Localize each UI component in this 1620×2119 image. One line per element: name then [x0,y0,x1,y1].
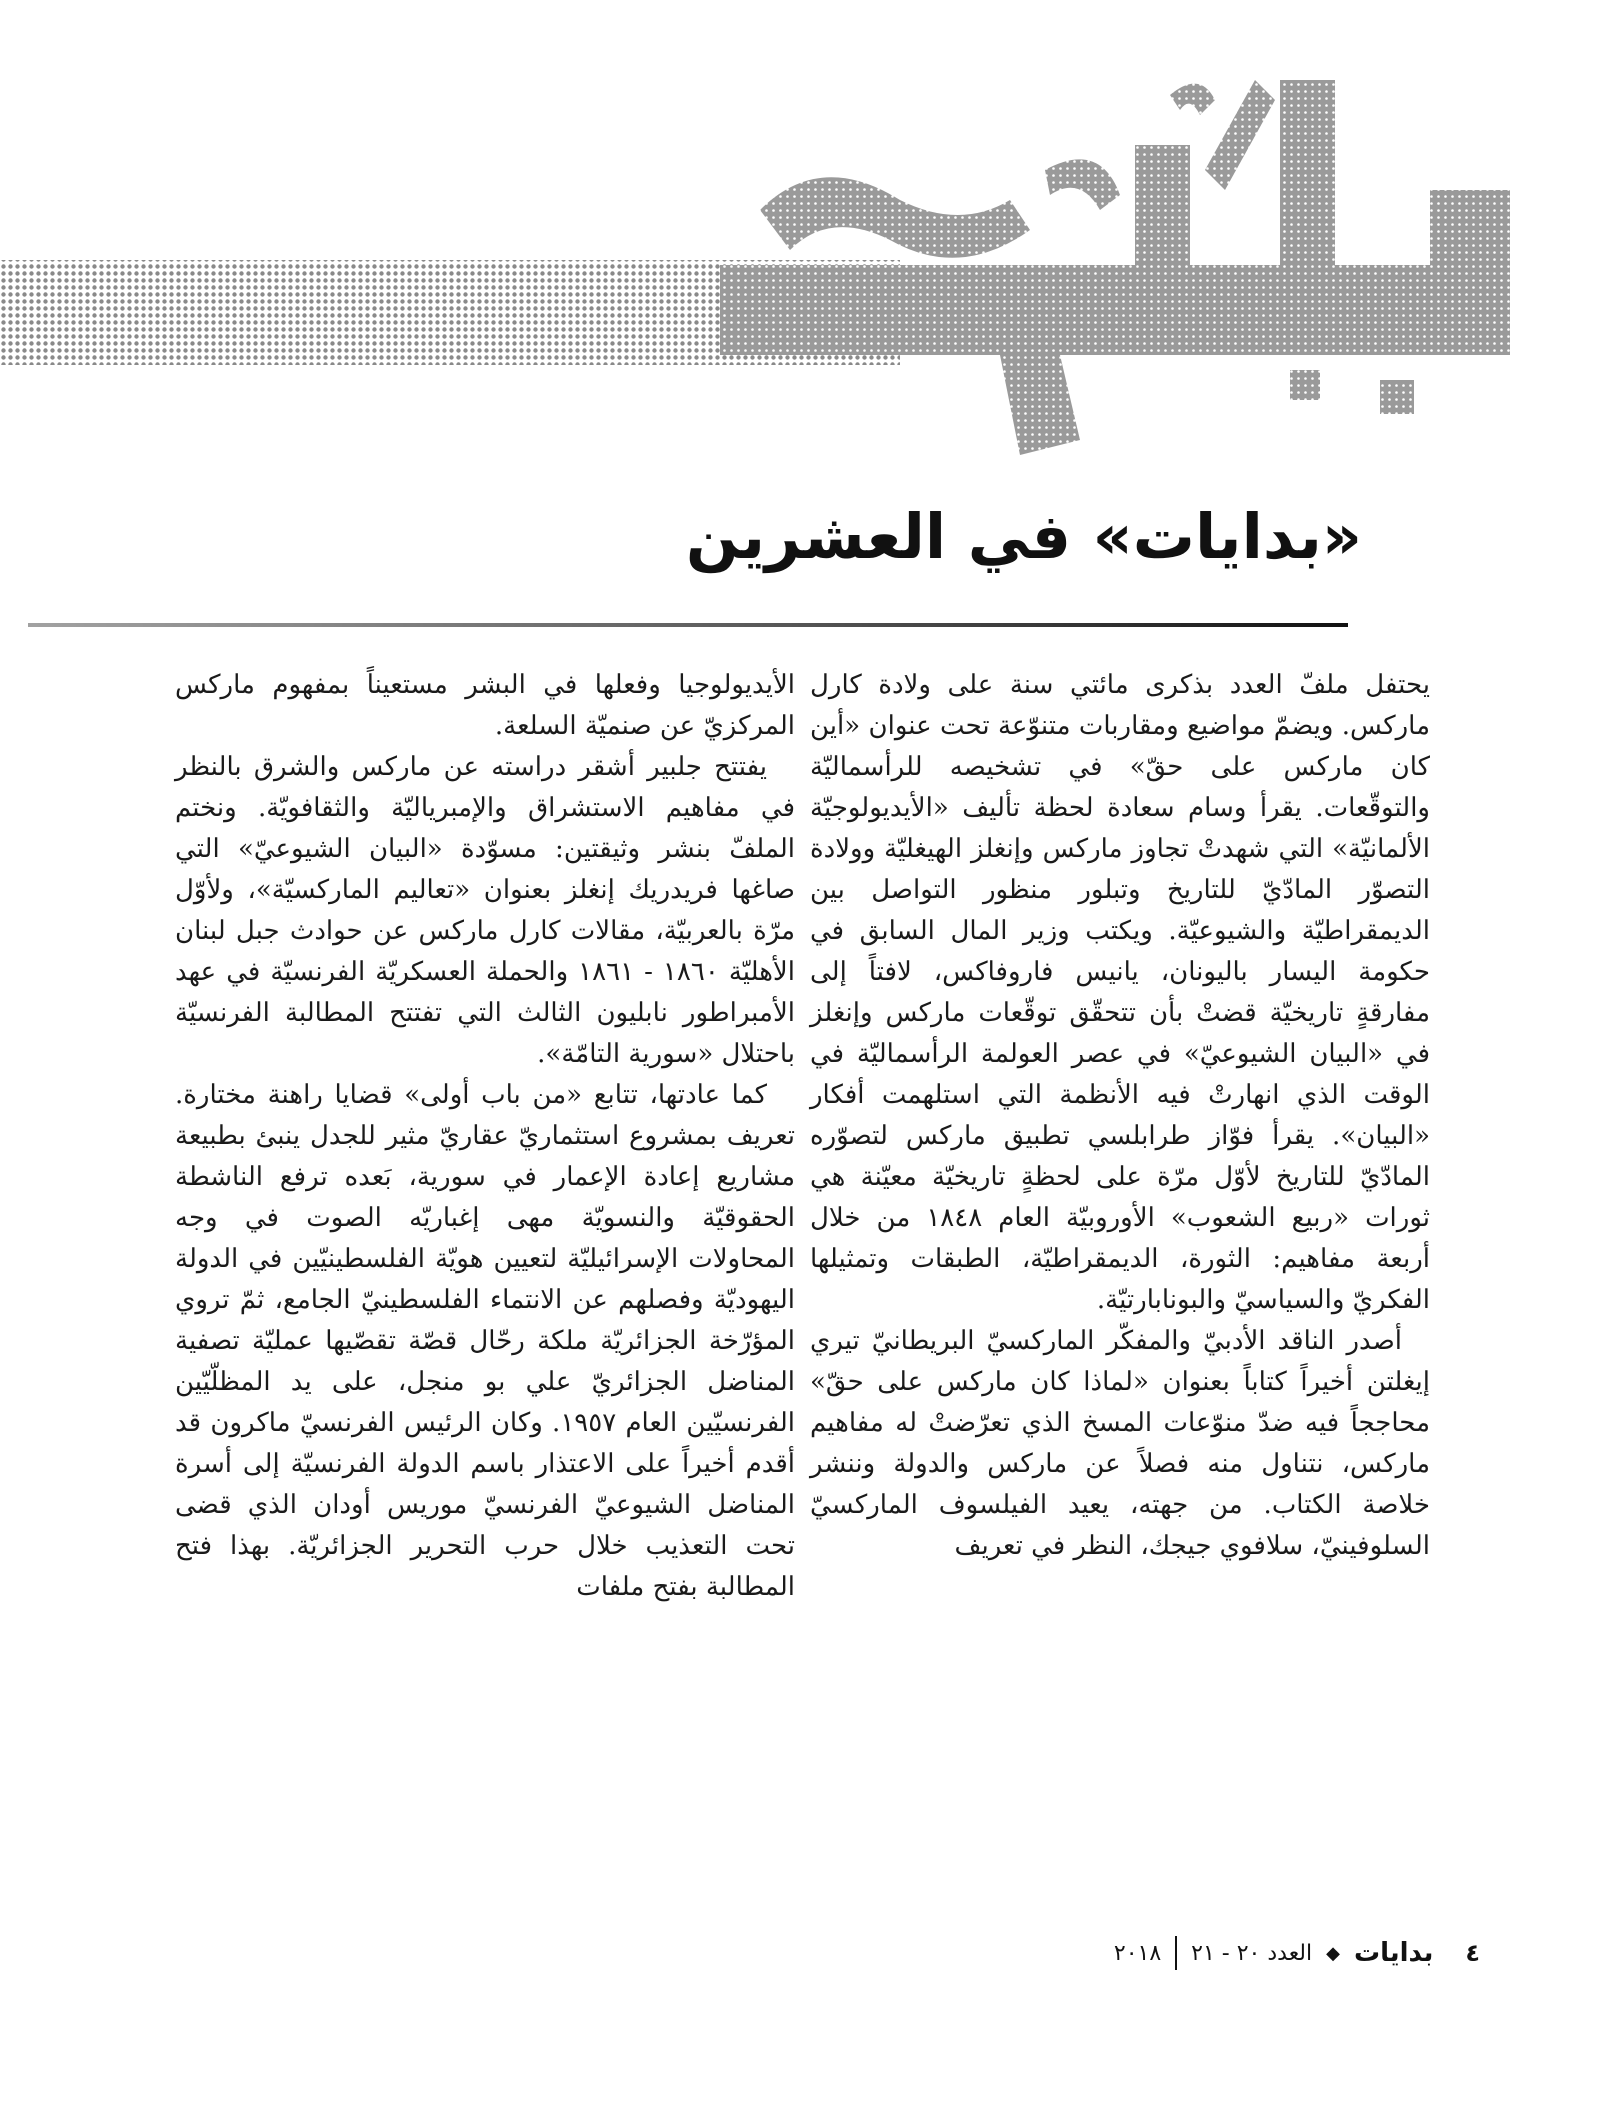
paragraph: أصدر الناقد الأدبيّ والمفكّر الماركسيّ البريطانيّ تيري إيغلتن أخيراً كتاباً بعنوان «لماذا كان ماركس على حقّ» محاججاً فيه ضدّ منوّعات المسخ الذي تعرّضتْ له مفاهيم ماركس، نتناول منه فصلاً عن ماركس والدولة وننشر خلاصة الكتاب. من جهته، يعيد الفيلسوف الماركسيّ السلوفينيّ، سلافوي جيجك، النظر في تعريف [810,1326,1430,1561]
article-column-left [175,665,795,1625]
title-divider [28,622,1348,628]
page-title: «بدايات» في العشرين [685,500,1362,573]
diamond-icon: ◆ [1326,1942,1340,1964]
page-footer [1114,1933,1480,1973]
masthead-logo-art [0,60,1620,460]
page-number: ٤ [1465,1939,1480,1967]
paragraph: يحتفل ملفّ العدد بذكرى مائتي سنة على ولادة كارل ماركس. ويضمّ مواضيع ومقاربات متنوّعة تحت عنوان «أين كان ماركس على حقّ» في تشخيصه للرأسماليّة والتوقّعات. يقرأ وسام سعادة لحظة تأليف «الأيديولوجيّة الألمانيّة» التي شهدتْ تجاوز ماركس وإنغلز الهيغليّة وولادة التصوّر المادّيّ للتاريخ وتبلور منظور التواصل بين الديمقراطيّة والشيوعيّة. ويكتب وزير المال السابق في حكومة اليسار باليونان، يانيس فاروفاكس، لافتاً إلى مفارقةٍ تاريخيّة قضتْ بأن تتحقّق توقّعات ماركس وإنغلز في «البيان الشيوعيّ» في عصر العولمة الرأسماليّة في الوقت الذي انهارتْ فيه الأنظمة التي استلهمت أفكار «البيان». يقرأ فوّاز طرابلسي تطبيق ماركس لتصوّره المادّيّ للتاريخ لأوّل مرّة على لحظةٍ تاريخيّة معيّنة هي ثورات «ربيع الشعوب» الأوروبيّة العام ١٨٤٨ من خلال أربعة مفاهيم: الثورة، الديمقراطيّة، الطبقات وتمثيلها الفكريّ والسياسيّ والبونابارتيّة. [810,670,1430,1315]
paragraph: يفتتح جلبير أشقر دراسته عن ماركس والشرق بالنظر في مفاهيم الاستشراق والإمبرياليّة والثقافويّة. ونختم الملفّ بنشر وثيقتين: مسوّدة «البيان الشيوعيّ» التي صاغها فريدريك إنغلز بعنوان «تعاليم الماركسيّة»، ولأوّل مرّة بالعربيّة، مقالات كارل ماركس عن حوادث جبل لبنان الأهليّة ١٨٦٠ - ١٨٦١ والحملة العسكريّة الفرنسيّة في عهد الأمبراطور نابليون الثالث التي تفتتح المطالبة الفرنسيّة باحتلال «سورية التامّة». [175,752,795,1069]
masthead-logo [0,60,1620,460]
issue-label: العدد ٢٠ - ٢١ [1191,1940,1313,1966]
paragraph: كما عادتها، تتابع «من باب أولى» قضايا راهنة مختارة. تعريف بمشروع استثماريّ عقاريّ مثير للجدل ينبئ بطبيعة مشاريع إعادة الإعمار في سورية، بَعده ترفع الناشطة الحقوقيّة والنسويّة مهى إغباريّه الصوت في وجه المحاولات الإسرائيليّة لتعيين هويّة الفلسطينيّين في الدولة اليهوديّة وفصلهم عن الانتماء الفلسطينيّ الجامع، ثمّ تروي المؤرّخة الجزائريّة ملكة رحّال قصّة تقصّيها عمليّة تصفية المناضل الجزائريّ علي بو منجل، على يد المظلّيّين الفرنسيّين العام ١٩٥٧. وكان الرئيس الفرنسيّ ماكرون قد أقدم أخيراً على الاعتذار باسم الدولة الفرنسيّة إلى أسرة المناضل الشيوعيّ الفرنسيّ موريس أودان الذي قضى تحت التعذيب خلال حرب التحرير الجزائريّة. بهذا فتح المطالبة بفتح ملفات [175,1080,795,1602]
article-column-right [810,665,1430,1625]
magazine-name: بدايات [1353,1938,1434,1968]
paragraph: الأيديولوجيا وفعلها في البشر مستعيناً بمفهوم ماركس المركزيّ عن صنميّة السلعة. [175,670,795,741]
footer-divider [1175,1936,1177,1970]
issue-year: ٢٠١٨ [1113,1940,1162,1966]
